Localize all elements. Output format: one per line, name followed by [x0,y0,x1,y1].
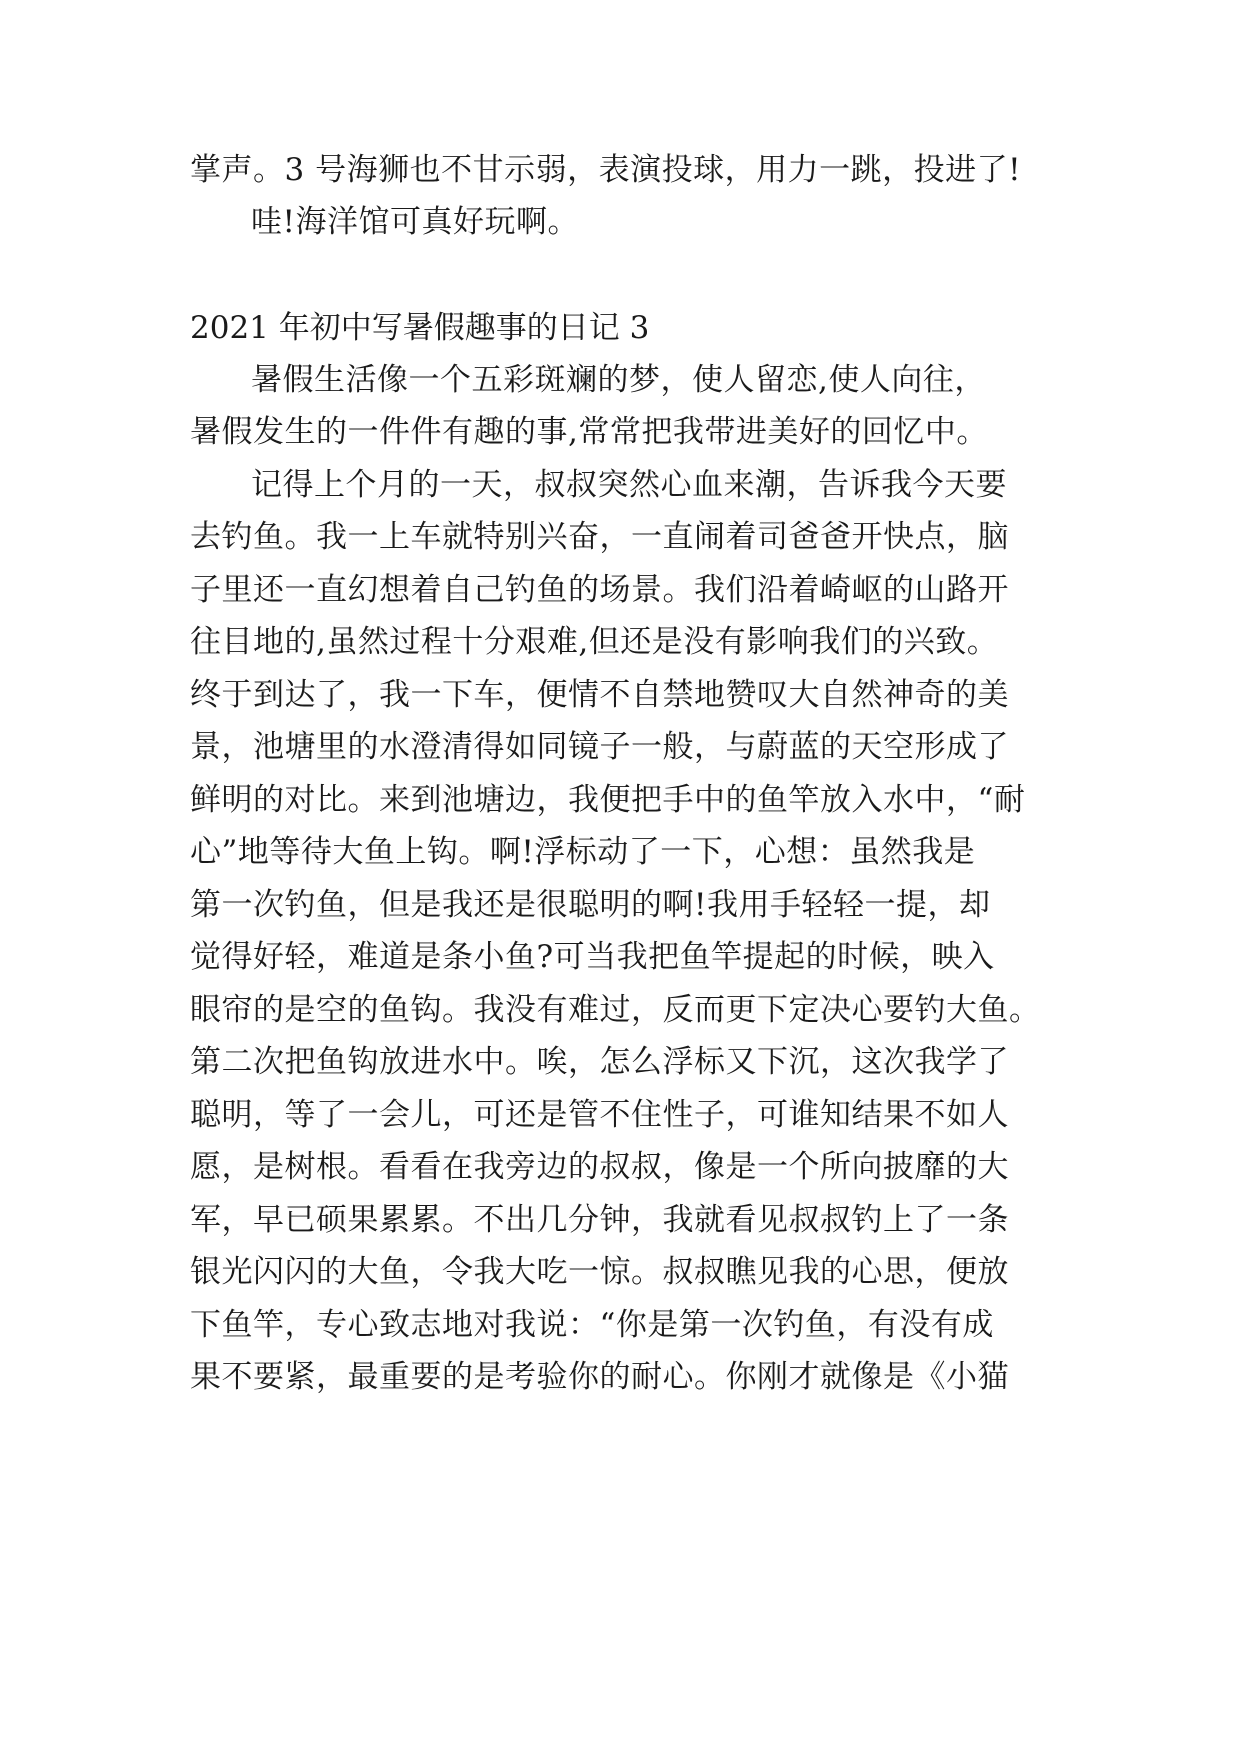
text-line: 终于到达了，我一下车，便情不自禁地赞叹大自然神奇的美 [190,677,1009,713]
text-line: 觉得好轻，难道是条小鱼?可当我把鱼竿提起的时候，映入 [190,939,995,975]
text-line: 银光闪闪的大鱼，令我大吃一惊。叔叔瞧见我的心思，便放 [190,1254,1009,1290]
text-line: 心”地等待大鱼上钩。啊!浮标动了一下，心想：虽然我是 [190,834,976,870]
text-line: 暑假发生的一件件有趣的事,常常把我带进美好的回忆中。 [190,414,988,450]
text-line: 聪明，等了一会儿，可还是管不住性子，可谁知结果不如人 [190,1097,1009,1133]
text-line: 往目地的,虽然过程十分艰难,但还是没有影响我们的兴致。 [190,624,999,660]
text-line: 鲜明的对比。来到池塘边，我便把手中的鱼竿放入水中，“耐 [190,782,1026,818]
text-line: 哇!海洋馆可真好玩啊。 [251,204,579,240]
text-line: 军，早已硕果累累。不出几分钟，我就看见叔叔钓上了一条 [190,1202,1009,1238]
text-line: 暑假生活像一个五彩斑斓的梦，使人留恋,使人向往， [251,362,986,398]
text-line: 景，池塘里的水澄清得如同镜子一般，与蔚蓝的天空形成了 [190,729,1009,765]
section-heading: 2021 年初中写暑假趣事的日记 3 [190,310,650,346]
text-line: 果不要紧，最重要的是考验你的耐心。你刚才就像是《小猫 [190,1359,1009,1395]
text-line: 子里还一直幻想着自己钓鱼的场景。我们沿着崎岖的山路开 [190,572,1009,608]
text-line: 第二次把鱼钩放进水中。唉，怎么浮标又下沉，这次我学了 [190,1044,1009,1080]
text-line: 掌声。3 号海狮也不甘示弱，表演投球，用力一跳，投进了! [190,152,1022,188]
text-line: 下鱼竿，专心致志地对我说：“你是第一次钓鱼，有没有成 [190,1307,994,1343]
text-line: 第一次钓鱼，但是我还是很聪明的啊!我用手轻轻一提，却 [190,887,991,923]
text-line: 去钓鱼。我一上车就特别兴奋，一直闹着司爸爸开快点，脑 [190,519,1009,555]
text-line: 愿，是树根。看看在我旁边的叔叔，像是一个所向披靡的大 [190,1149,1009,1185]
text-line: 眼帘的是空的鱼钩。我没有难过，反而更下定决心要钓大鱼。 [190,992,1041,1028]
text-line: 记得上个月的一天，叔叔突然心血来潮，告诉我今天要 [251,467,1007,503]
